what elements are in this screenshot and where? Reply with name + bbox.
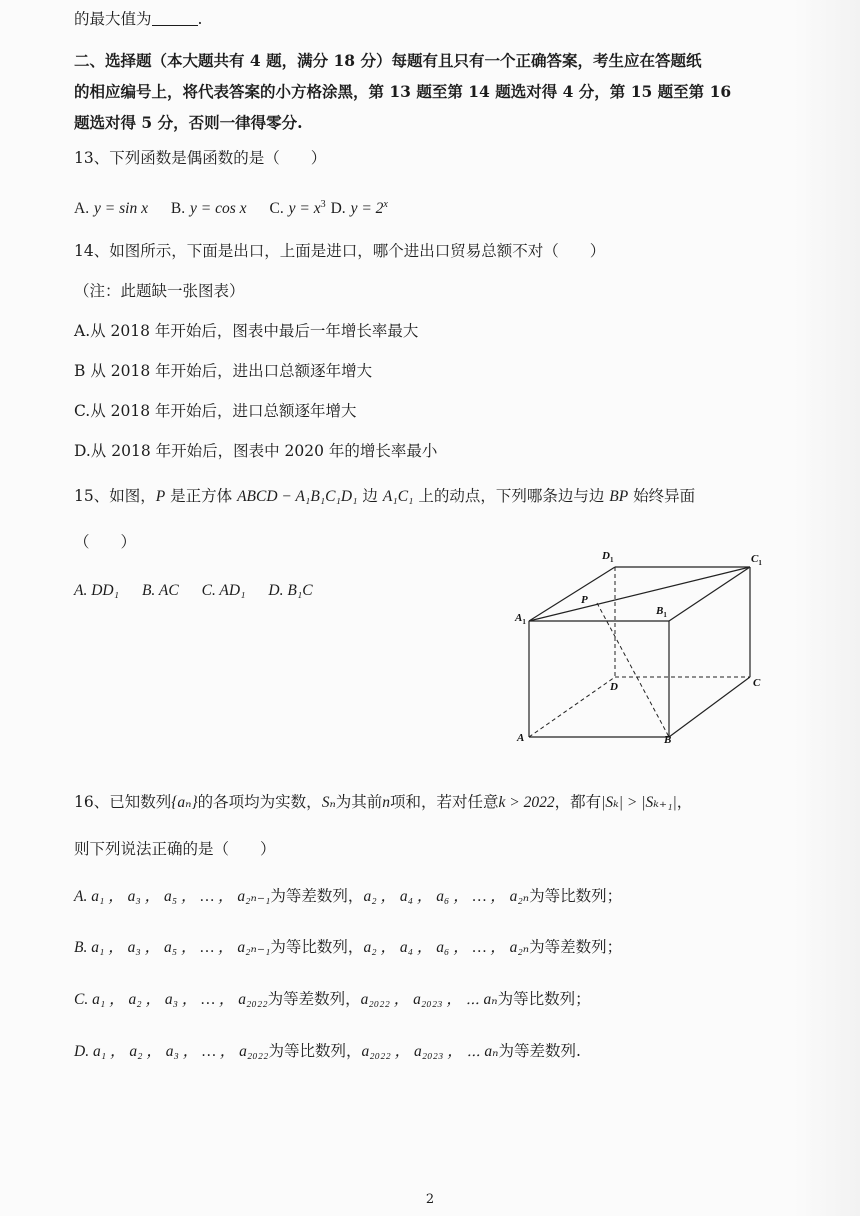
previous-question-tail: 的最大值为 .: [74, 10, 203, 28]
cube-figure: [505, 545, 775, 750]
option-c: C. AD₁: [201, 582, 246, 599]
label-B1: $B_1$: [656, 605, 667, 619]
hidden-segment-B-P: [597, 603, 669, 737]
question-16-option-b: B. a₁ ， a₃ ， a₅ ， … ， a₂ₙ₋₁为等比数列，a₂ ， a₄ ， a₆ ， … ， a₂ₙ为等差数列；: [74, 938, 623, 956]
option-d: D. B₁C: [268, 582, 313, 599]
question-15-paren: （ ）: [74, 533, 137, 551]
question-14-option-c: C.从 2018 年开始后，进口总额逐年增大: [74, 402, 357, 420]
option-a: A. DD₁: [74, 582, 119, 599]
question-14-stem: 14、如图所示，下面是出口，上面是进口，哪个进出口贸易总额不对（ ）: [74, 242, 606, 260]
label-A: A: [517, 732, 525, 744]
question-16-option-a: A. a₁ ， a₃ ， a₅ ， … ， a₂ₙ₋₁为等差数列，a₂ ， a₄ ， a₆ ， … ， a₂ₙ为等比数列；: [74, 887, 623, 905]
hidden-edge-A-D: [529, 677, 615, 737]
label-C: C: [753, 677, 761, 689]
page-edge-shadow: [794, 0, 860, 1216]
diagonal-A1-C1: [529, 567, 750, 621]
option-a-expr: y = sin x: [94, 200, 148, 218]
question-15-options: [74, 579, 313, 602]
label-D: D: [610, 681, 618, 693]
option-c-expr: $y = x^3$: [288, 199, 326, 218]
question-14-option-a: A.从 2018 年开始后，图表中最后一年增长率最大: [74, 322, 419, 340]
question-13-stem: 13、下列函数是偶函数的是（ ）: [74, 149, 327, 167]
label-D1: $D_1$: [602, 550, 614, 564]
answer-blank: [152, 11, 198, 26]
edge-B-C: [669, 677, 750, 737]
question-16-prompt: 则下列说法正确的是（ ）: [74, 840, 276, 858]
question-15-stem: 15、如图，P 是正方体 ABCD − A₁B₁C₁D₁ 边 A₁C₁ 上的动点，下列哪条边与边 BP 始终异面: [74, 487, 696, 505]
option-b: B. AC: [141, 582, 179, 599]
label-A1: $A_1$: [515, 612, 526, 626]
section-heading-line-1: 二、选择题（本大题共有 4 题，满分 18 分）每题有且只有一个正确答案，考生应在答题纸: [74, 51, 702, 70]
label-C1: $C_1$: [751, 553, 762, 567]
section-heading-line-3: 题选对得 5 分，否则一律得零分.: [74, 113, 303, 132]
question-13-options: A. y = sin x B. y = cos x C. $y = x^3$ D. $y = 2^x$: [74, 199, 388, 218]
question-14-option-d: D.从 2018 年开始后，图表中 2020 年的增长率最小: [74, 442, 438, 460]
question-16-option-c: C. a₁ ， a₂ ， a₃ ， … ， a₂₀₂₂为等差数列，a₂₀₂₂ ， a₂₀₂₃ ， ⋯ aₙ为等比数列；: [74, 990, 591, 1008]
label-B: B: [664, 734, 672, 746]
question-14-option-b: B 从 2018 年开始后，进出口总额逐年增大: [74, 362, 373, 380]
edge-B1-C1: [669, 567, 750, 621]
option-b-expr: y = cos x: [190, 200, 247, 218]
question-16-stem: 16、已知数列{aₙ}的各项均为实数，Sₙ为其前n项和，若对任意k > 2022，都有|Sₖ| > |Sₖ₊₁|，: [74, 793, 693, 811]
edge-A1-D1: [529, 567, 615, 621]
option-d-expr: $y = 2^x$: [350, 199, 388, 218]
page-number: 2: [425, 1192, 435, 1207]
label-P: P: [581, 594, 588, 606]
section-heading-line-2: 的相应编号上，将代表答案的小方格涂黑，第 13 题至第 14 题选对得 4 分，第 15 题至第 16: [74, 82, 732, 101]
question-14-note: （注：此题缺一张图表）: [74, 282, 245, 300]
question-16-option-d: D. a₁ ， a₂ ， a₃ ， … ， a₂₀₂₂为等比数列，a₂₀₂₂ ， a₂₀₂₃ ， ⋯ aₙ为等差数列.: [74, 1042, 581, 1060]
